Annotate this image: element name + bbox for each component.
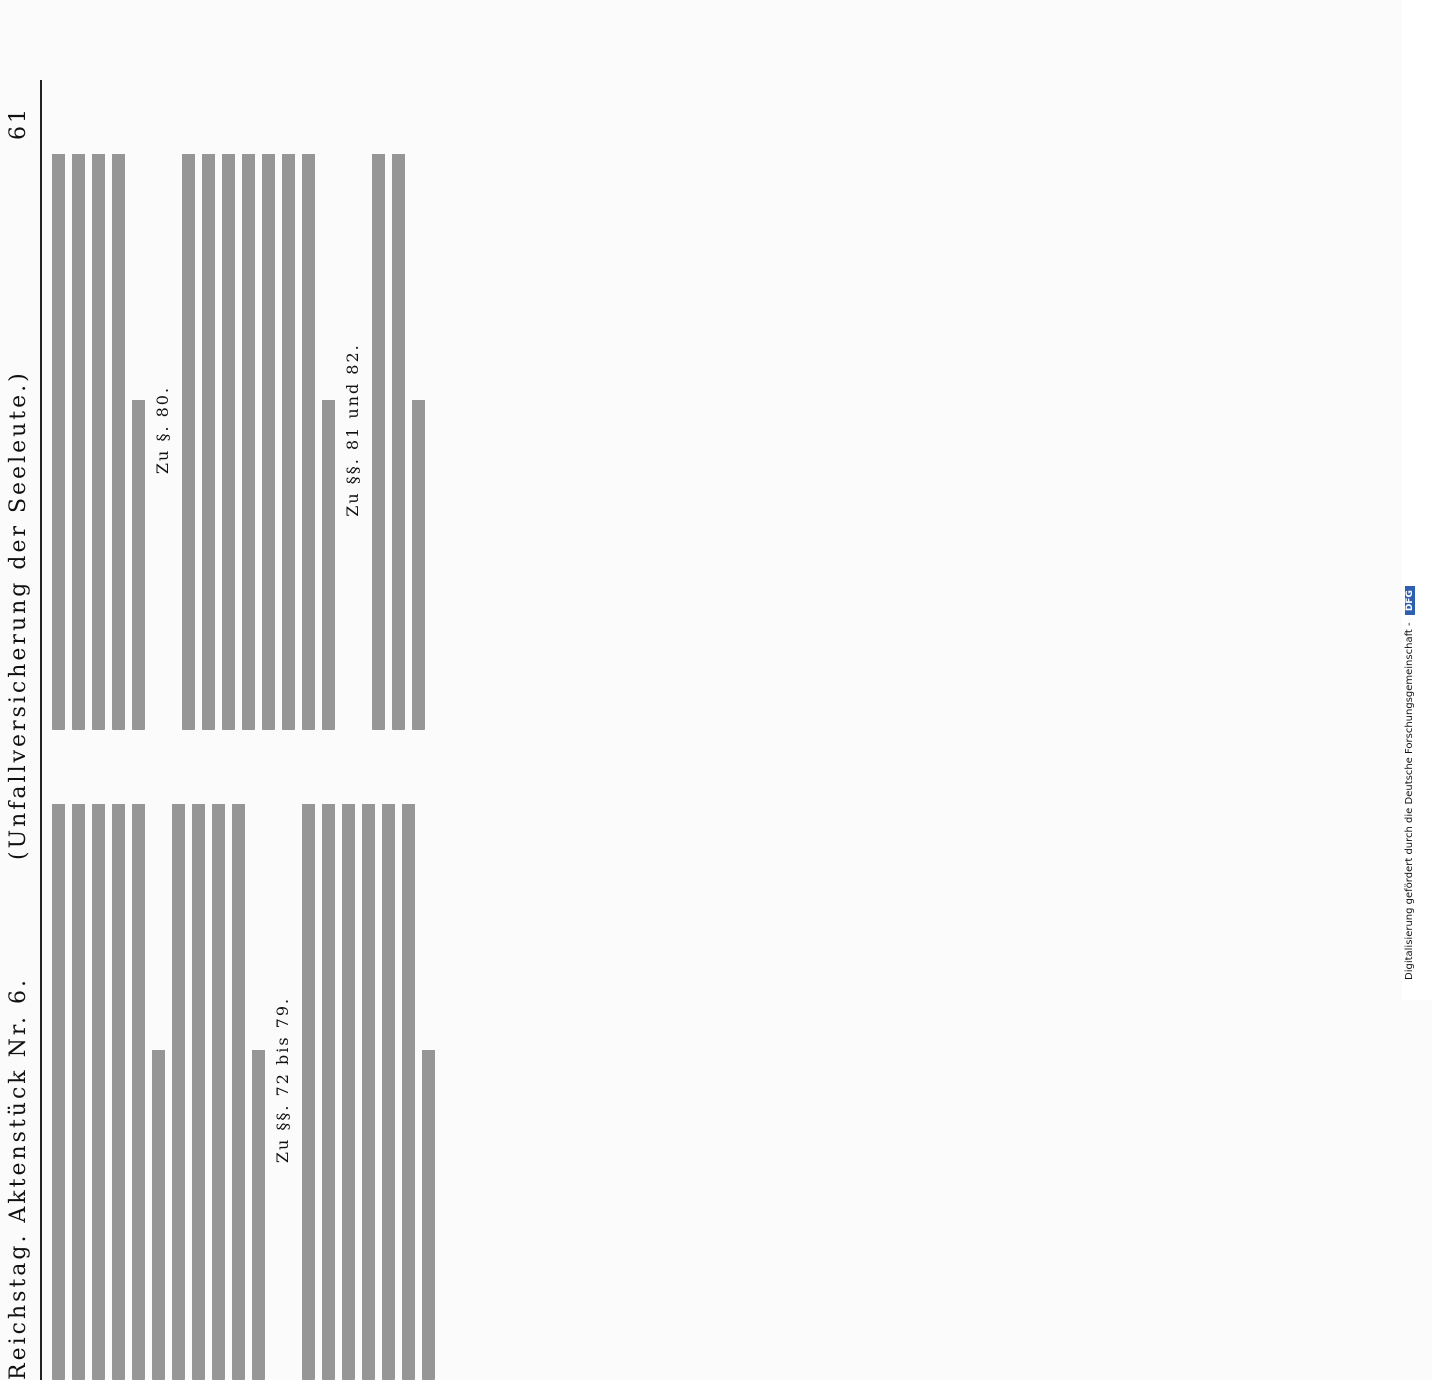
dfg-logo-icon: DFG (1405, 586, 1415, 615)
stamp-label: Digitalisierung gefördert durch die Deutsche Forschungsgemeinschaft - (1404, 622, 1415, 980)
text-column-left (52, 780, 412, 1380)
page-number: 61 (6, 106, 31, 140)
header-center: (Unfallversicherung der Seeleute.) (6, 370, 31, 860)
page-header (0, 80, 42, 1380)
rotated-page-content (0, 80, 420, 1380)
stamp-text (1404, 586, 1415, 980)
section-title: Zu §§. 72 bis 79. (273, 996, 292, 1164)
text-column-right (52, 130, 412, 730)
digitization-stamp (1402, 0, 1432, 1000)
section-title: Zu §§. 81 und 82. (343, 343, 362, 517)
section-title: Zu §. 80. (153, 385, 172, 475)
header-left: Reichstag. Aktenstück Nr. 6. (6, 977, 31, 1380)
